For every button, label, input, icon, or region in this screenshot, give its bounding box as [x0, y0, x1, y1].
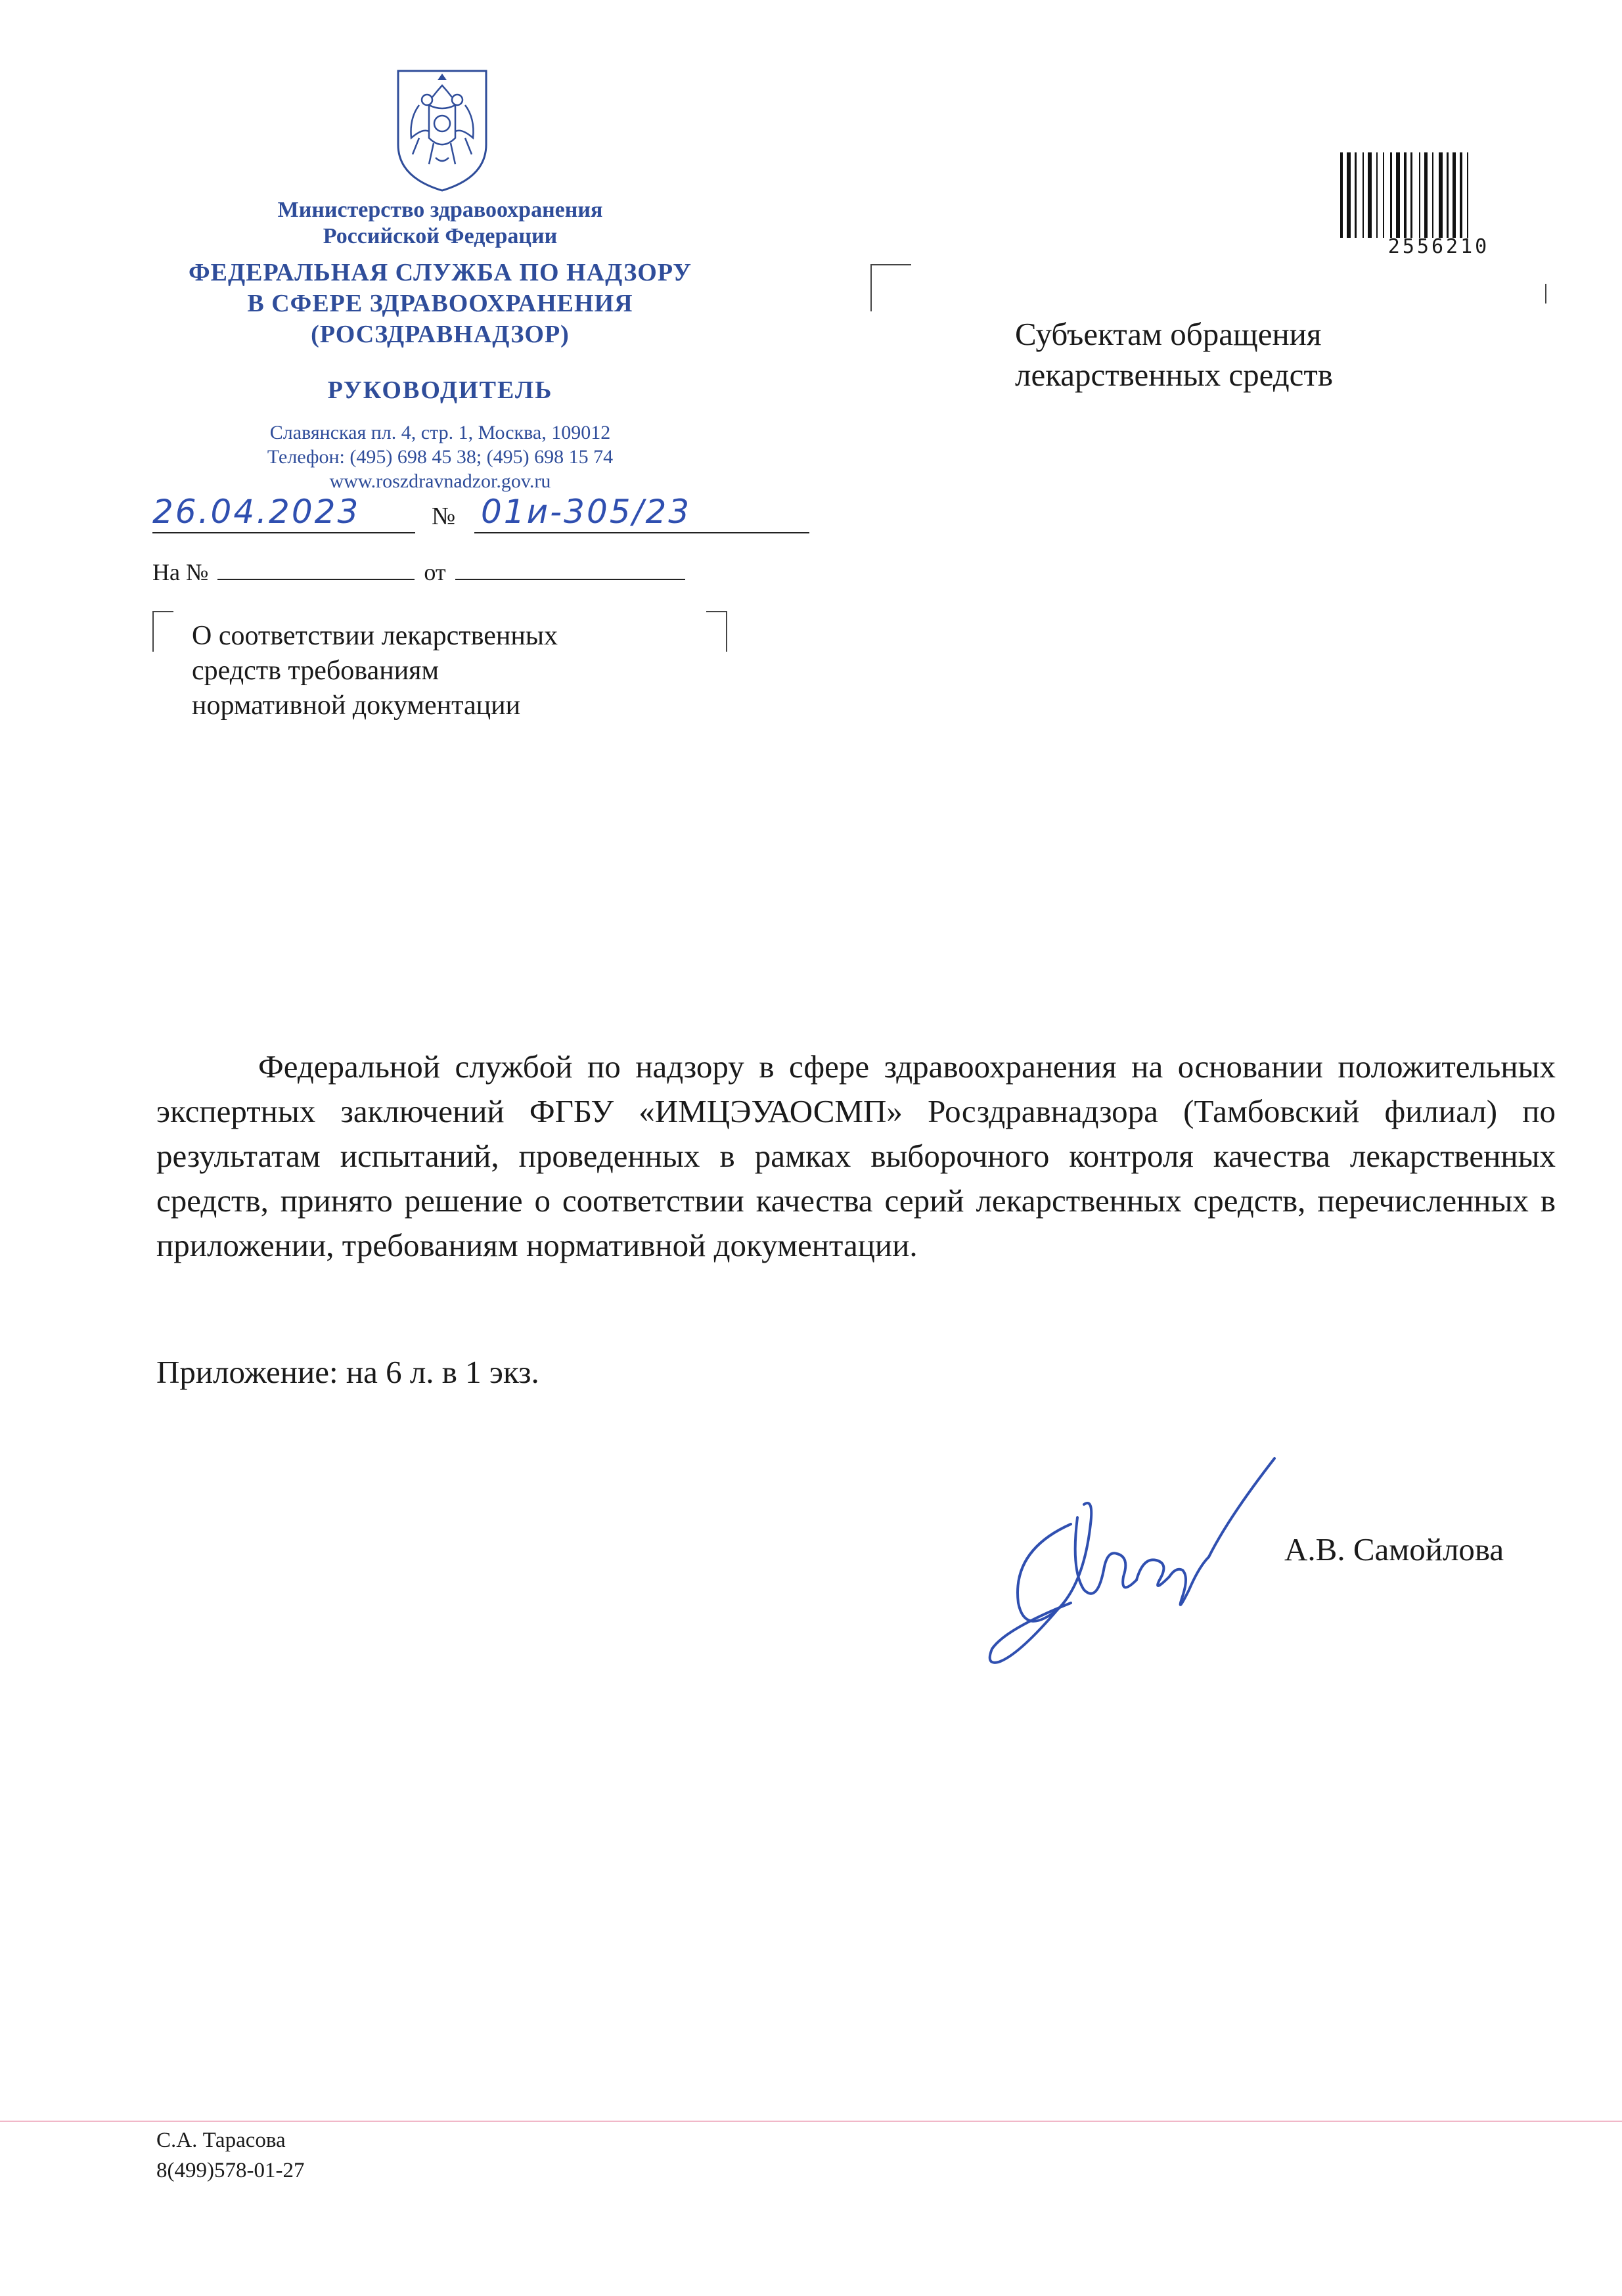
ministry-line-2: Российской Федерации	[323, 224, 558, 248]
signer-name: А.В. Самойлова	[1284, 1531, 1504, 1567]
letterhead-contacts	[164, 420, 716, 493]
addressee-line-2: лекарственных средств	[1015, 357, 1333, 393]
service-line-2: В СФЕРЕ ЗДРАВООХРАНЕНИЯ	[247, 290, 633, 317]
subject-line-2: средств требованиям	[192, 656, 439, 686]
subject-corner-left	[152, 611, 173, 652]
website-line: www.roszdravnadzor.gov.ru	[329, 470, 551, 492]
ministry-name	[197, 197, 683, 250]
handwritten-signature	[972, 1439, 1288, 1675]
registration-date: 26.04.2023	[152, 493, 361, 531]
reference-from-label: от	[424, 559, 446, 585]
service-name	[131, 258, 749, 350]
addressee-line-1: Субъектам обращения	[1015, 316, 1322, 352]
addressee	[1015, 314, 1475, 395]
ministry-line-1: Министерство здравоохранения	[277, 198, 603, 222]
executor-phone: 8(499)578-01-27	[156, 2159, 305, 2182]
executor-info	[156, 2125, 304, 2186]
annex-note: Приложение: на 6 л. в 1 экз.	[156, 1354, 539, 1390]
service-line-1: ФЕДЕРАЛЬНАЯ СЛУЖБА ПО НАДЗОРУ	[189, 259, 692, 286]
subject	[192, 619, 652, 723]
date-underline	[152, 532, 415, 533]
reference-date-blank	[455, 562, 685, 580]
body-paragraph: Федеральной службой по надзору в сфере здравоохранения на основании положительных экспертных заключений ФГБУ «ИМЦЭУАОСМП» Росздравнадзора (Тамбовский филиал) по результатам испытаний, проведенных в рамках выборочного контроля качества лекарственных средств, принято решение о соответствии качества серий лекарственных средств, перечисленных в приложении, требованиям нормативной документации.	[156, 1048, 1556, 1263]
executor-name: С.А. Тарасова	[156, 2128, 286, 2152]
number-sign: №	[432, 503, 456, 530]
subject-corner-right	[706, 611, 727, 652]
position-title: РУКОВОДИТЕЛЬ	[327, 376, 553, 404]
coat-of-arms-icon	[393, 66, 491, 194]
registration-line	[152, 493, 809, 537]
number-underline	[474, 532, 809, 533]
service-line-3: (РОСЗДРАВНАДЗОР)	[311, 321, 570, 348]
address-line: Славянская пл. 4, стр. 1, Москва, 109012	[269, 422, 611, 443]
phone-line: Телефон: (495) 698 45 38; (495) 698 15 74	[267, 446, 614, 468]
subject-line-3: нормативной документации	[192, 690, 521, 721]
reference-number-blank	[217, 562, 415, 580]
footer-divider	[0, 2121, 1622, 2122]
reference-number-label: На №	[152, 559, 209, 585]
addressee-corner-right	[1545, 284, 1546, 304]
barcode-number: 2556210	[1387, 235, 1490, 258]
registration-number: 01и-305/23	[481, 493, 692, 531]
letter-body	[156, 1045, 1556, 1268]
reference-line	[152, 558, 694, 586]
barcode	[1340, 152, 1531, 238]
subject-line-1: О соответствии лекарственных	[192, 621, 558, 651]
addressee-corner-left	[870, 264, 911, 311]
